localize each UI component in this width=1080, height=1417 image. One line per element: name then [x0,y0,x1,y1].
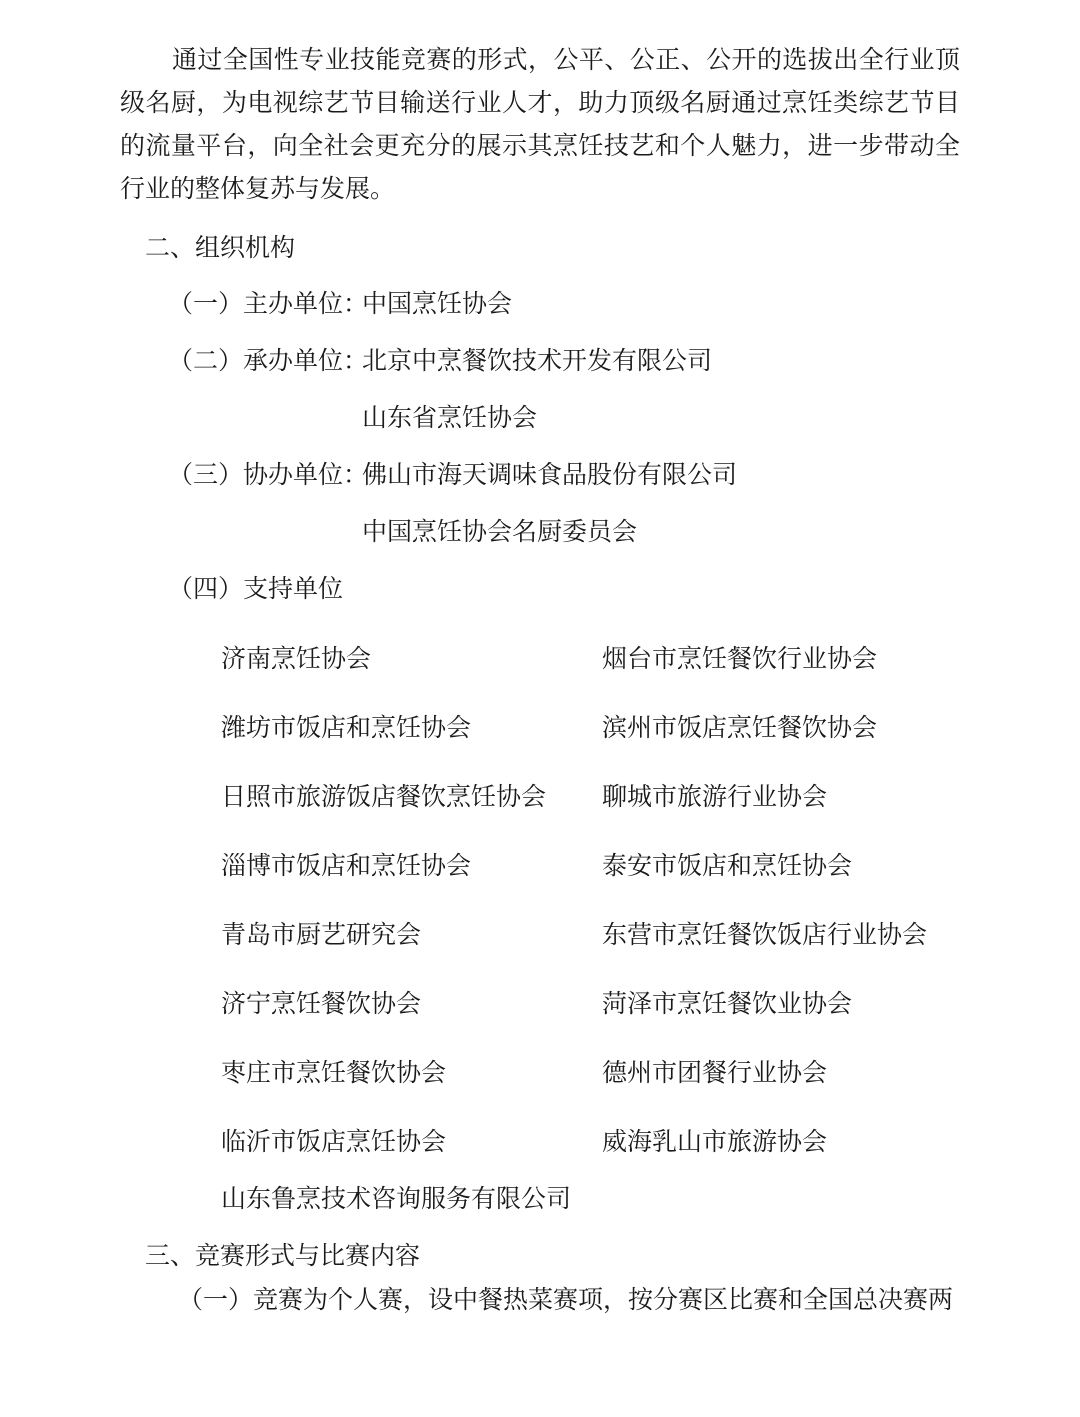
section-heading-competition: 三、竞赛形式与比赛内容 [145,1241,421,1270]
supporters-label: （四）支持单位 [168,574,344,603]
organizer-name: 中国烹饪协会 [362,289,513,318]
undertaker-label: （二）承办单位： [168,346,369,375]
supporter-item: 临沂市饭店烹饪协会 [221,1127,447,1156]
section-heading-organization: 二、组织机构 [145,233,296,262]
supporter-item: 济宁烹饪餐饮协会 [221,989,422,1018]
supporter-item: 枣庄市烹饪餐饮协会 [221,1058,447,1087]
supporter-item: 威海乳山市旅游协会 [602,1127,828,1156]
co-organizer-name: 中国烹饪协会名厨委员会 [362,517,638,546]
supporter-item: 日照市旅游饭店餐饮烹饪协会 [221,782,547,811]
supporter-item: 山东鲁烹技术咨询服务有限公司 [221,1184,572,1213]
supporter-item: 滨州市饭店烹饪餐饮协会 [602,713,878,742]
co-organizer-name: 佛山市海天调味食品股份有限公司 [362,460,738,489]
supporter-item: 潍坊市饭店和烹饪协会 [221,713,472,742]
supporter-item: 淄博市饭店和烹饪协会 [221,851,472,880]
intro-paragraph [120,38,960,210]
supporter-item: 烟台市烹饪餐饮行业协会 [602,644,878,673]
supporter-item: 泰安市饭店和烹饪协会 [602,851,853,880]
co-organizer-label: （三）协办单位： [168,460,369,489]
supporter-item: 济南烹饪协会 [221,644,372,673]
supporter-item: 青岛市厨艺研究会 [221,920,422,949]
supporter-item: 德州市团餐行业协会 [602,1058,828,1087]
supporter-item: 菏泽市烹饪餐饮业协会 [602,989,853,1018]
supporter-item: 聊城市旅游行业协会 [602,782,828,811]
intro-line: 级名厨，为电视综艺节目输送行业人才，助力顶级名厨通过烹饪类综艺节目 [120,88,960,117]
intro-line: 通过全国性专业技能竞赛的形式，公平、公正、公开的选拔出全行业顶 [172,45,960,74]
organizer-label: （一）主办单位： [168,289,369,318]
supporter-item: 东营市烹饪餐饮饭店行业协会 [602,920,928,949]
undertaker-name: 山东省烹饪协会 [362,403,538,432]
competition-item-1: （一）竞赛为个人赛，设中餐热菜赛项，按分赛区比赛和全国总决赛两 [178,1285,954,1314]
intro-line: 的流量平台，向全社会更充分的展示其烹饪技艺和个人魅力，进一步带动全 [120,131,960,160]
undertaker-name: 北京中烹餐饮技术开发有限公司 [362,346,713,375]
intro-line: 行业的整体复苏与发展。 [120,174,396,203]
